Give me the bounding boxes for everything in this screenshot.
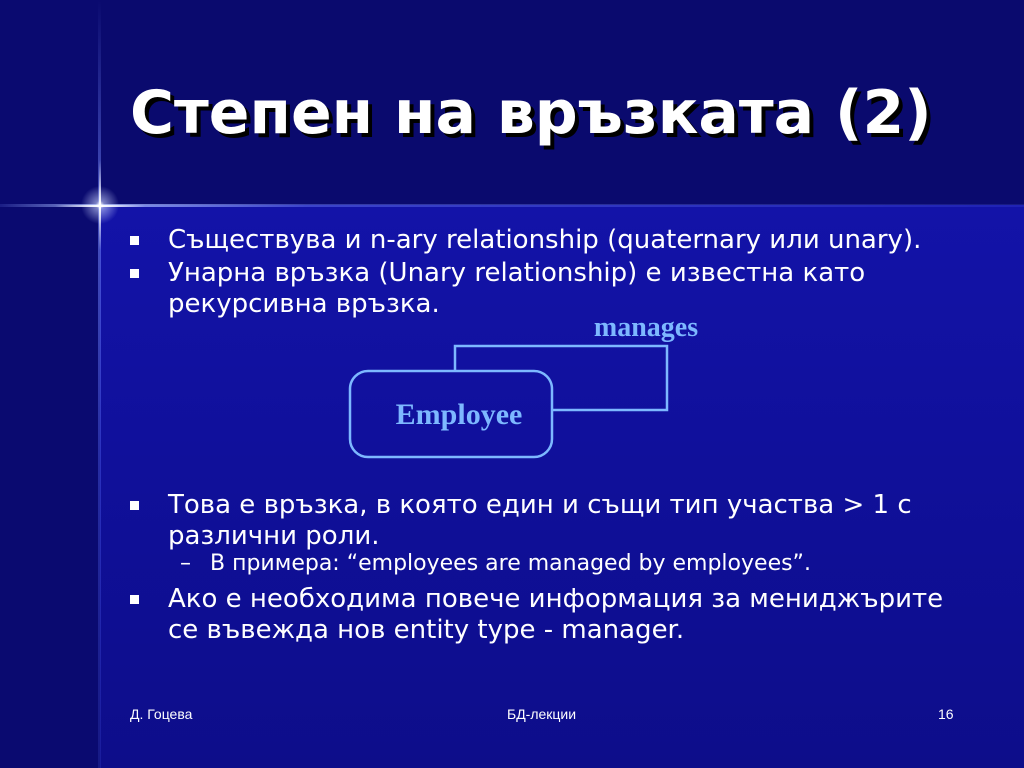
footer-course: БД-лекции [507, 706, 577, 722]
bullet-text: Ако е необходима повече информация за мениджърите се въвежда нов entity type - manager. [168, 584, 944, 645]
footer-page-number: 16 [938, 706, 954, 722]
bullet-text: Унарна връзка (Unary relationship) е известна като рекурсивна връзка. [168, 258, 866, 319]
dash-bullet-icon: – [180, 551, 191, 576]
sub-bullet-text: В примера: “employees are managed by employees”. [210, 551, 811, 576]
footer-author: Д. Гоцева [130, 706, 193, 722]
bullet-text: Съществува и n-ary relationship (quaternary или unary). [168, 225, 922, 255]
bullet-text: Това е връзка, в която един и същи тип участва > 1 с различни роли. [168, 490, 912, 551]
entity-label: Employee [395, 398, 523, 431]
relationship-label: manages [593, 312, 699, 343]
slide-title: Степен на връзката (2) [130, 78, 932, 148]
